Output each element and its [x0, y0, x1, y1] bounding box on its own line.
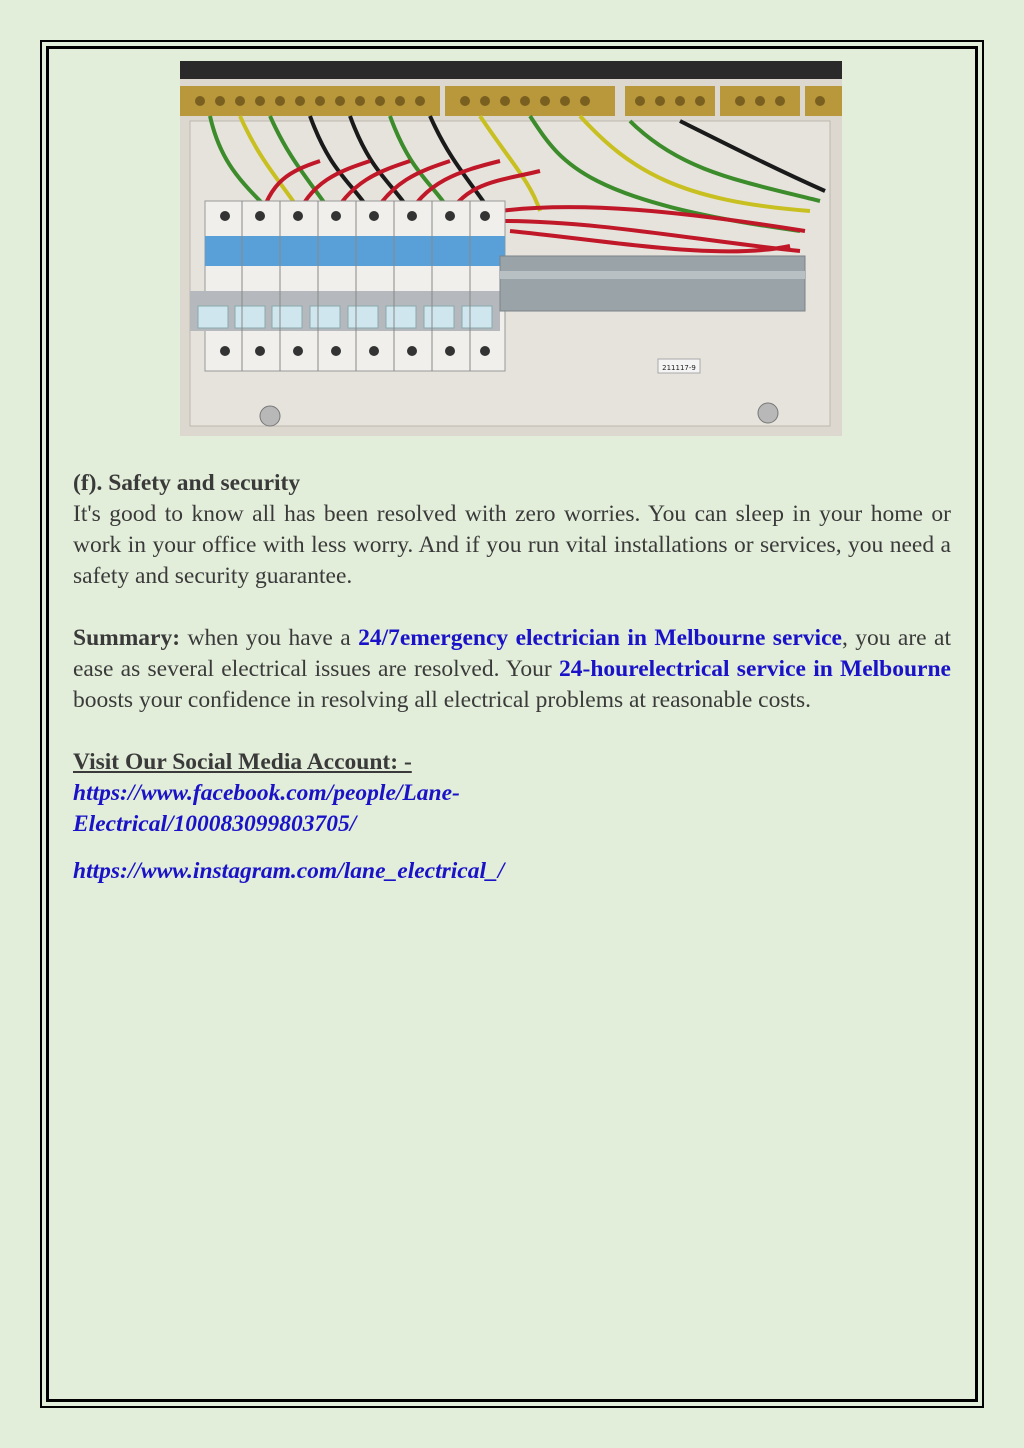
- section-body: It's good to know all has been resolved with zero worries. You can sleep in your home or work in your office with less worry. And if you run vital installations or services, you need a safety and security guarantee.: [73, 501, 951, 589]
- summary-label: Summary:: [73, 625, 181, 651]
- section-heading: (f). Safety and security: [73, 470, 301, 496]
- summary-text-3: boosts your confidence in resolving all electrical problems at reasonable costs.: [73, 687, 812, 713]
- facebook-link-line-2: Electrical/100083099803705/: [73, 811, 357, 837]
- 24-hour-service-link[interactable]: 24-hourelectrical service in Melbourne: [559, 656, 951, 682]
- label-tag: 211117-9: [662, 364, 696, 372]
- summary-text-2: , you are at ease as several electrical issues are resolved. Your: [73, 625, 951, 682]
- instagram-link[interactable]: https://www.instagram.com/lane_electrical_/: [73, 858, 505, 884]
- document-content: [73, 468, 951, 887]
- summary-paragraph: [73, 623, 951, 716]
- summary-text-1: when you have a: [180, 625, 359, 651]
- facebook-link[interactable]: [73, 778, 951, 840]
- social-media-heading: Visit Our Social Media Account: -: [73, 749, 412, 775]
- facebook-link-line-1: https://www.facebook.com/people/Lane-: [73, 780, 460, 806]
- emergency-electrician-link[interactable]: 24/7emergency electrician in Melbourne service: [358, 625, 842, 651]
- switchboard-photo: [180, 61, 842, 436]
